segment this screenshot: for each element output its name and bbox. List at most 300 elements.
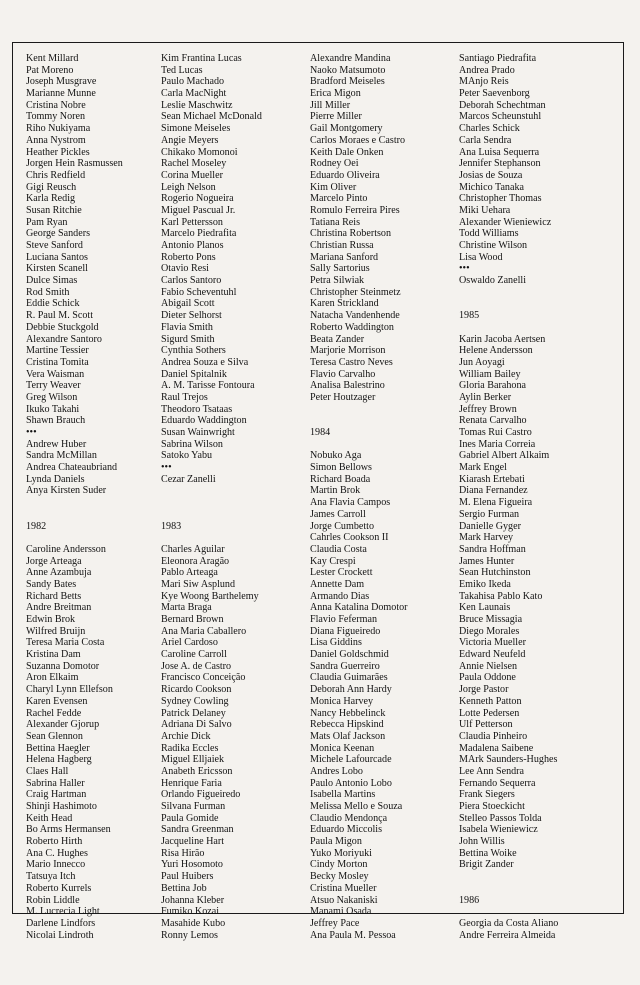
name-entry: Bo Arms Hermansen	[26, 824, 111, 836]
name-entry: Monica Keenan	[310, 742, 375, 754]
name-entry: Charles Schick	[459, 123, 520, 135]
name-entry: Darlene Lindfors	[26, 917, 96, 929]
name-entry: Edwin Brok	[26, 614, 76, 625]
name-entry: Sandra Greenman	[161, 824, 234, 836]
name-entry: Masahide Kubo	[161, 917, 226, 929]
name-entry: Cristina Mueller	[310, 882, 377, 894]
name-entry: Charyl Lynn Ellefson	[26, 684, 113, 696]
name-column-1	[26, 53, 176, 941]
name-entry: Ulf Petterson	[459, 719, 513, 731]
name-entry: Pat Moreno	[26, 64, 74, 76]
name-entry: Sandy Bates	[26, 578, 77, 590]
name-entry: Miki Uehara	[459, 204, 511, 216]
name-entry: Orlando Figueiredo	[161, 789, 241, 801]
name-entry: Annette Dam	[310, 578, 365, 590]
name-entry: Sandra Hoffman	[459, 543, 526, 555]
blank-line	[459, 871, 629, 883]
name-entry: Cynthia Sothers	[161, 345, 226, 357]
name-entry: Natacha Vandenhende	[310, 310, 400, 322]
name-entry: Abigail Scott	[161, 298, 215, 310]
name-entry: Josias de Souza	[459, 169, 523, 181]
name-entry: Claudia Pinheiro	[459, 730, 528, 742]
name-entry: Rodney Oei	[310, 158, 359, 170]
name-column-4	[459, 53, 629, 941]
name-entry: Gloria Barahona	[459, 380, 526, 392]
blank-line	[459, 298, 629, 310]
name-entry: Ariel Cardoso	[161, 637, 218, 649]
name-entry: Robin Liddle	[26, 894, 80, 906]
name-entry: Jacqueline Hart	[161, 836, 225, 848]
name-entry: Karla Redig	[26, 193, 76, 205]
name-entry: Martine Tessier	[26, 345, 89, 357]
name-entry: Risa Hirão	[161, 847, 205, 859]
name-entry: George Sanders	[26, 228, 91, 240]
name-entry: Ines Maria Correia	[459, 438, 536, 450]
name-entry: Kiarash Ertebati	[459, 473, 525, 485]
name-entry: Richard Betts	[26, 590, 82, 602]
name-entry: Georgia da Costa Aliano	[459, 917, 559, 929]
name-entry: Jeffrey Brown	[459, 403, 517, 415]
name-entry: A. M. Tarisse Fontoura	[161, 380, 255, 392]
name-entry: Mats Olaf Jackson	[310, 730, 386, 742]
name-entry: Kim Oliver	[310, 181, 357, 193]
name-entry: Eduardo Miccolis	[310, 824, 383, 836]
blank-line	[310, 415, 460, 427]
blank-line	[26, 532, 176, 544]
name-entry: Edward Neufeld	[459, 649, 526, 661]
name-entry: Jorge Cumbetto	[310, 520, 375, 532]
name-entry: Johanna Kleber	[161, 894, 225, 906]
name-entry: Deborah Schechtman	[459, 99, 546, 111]
name-entry: Flavia Smith	[161, 321, 213, 333]
name-entry: Caroline Andersson	[26, 543, 106, 555]
name-entry: Marjorie Morrison	[310, 345, 386, 357]
name-entry: Mark Harvey	[459, 532, 514, 544]
name-entry: Radika Eccles	[161, 742, 219, 754]
name-entry: Nobuko Aga	[310, 450, 362, 462]
name-entry: Sabrina Haller	[26, 777, 85, 789]
name-entry: Diana Fernandez	[459, 485, 528, 497]
name-entry: Rebecca Hipskind	[310, 719, 384, 731]
name-entry: Diana Figueiredo	[310, 625, 381, 637]
blank-line	[26, 509, 176, 521]
name-entry: Simon Bellows	[310, 462, 372, 474]
name-entry: Christine Wilson	[459, 240, 528, 251]
name-entry: Andrea Prado	[459, 64, 515, 76]
name-entry: Roberto Hirth	[26, 836, 83, 848]
name-entry: Lisa Giddins	[310, 637, 362, 649]
name-entry: Carla MacNight	[161, 88, 227, 100]
name-entry: Mark Engel	[459, 462, 507, 474]
name-entry: Karl Pettersson	[161, 216, 223, 228]
ellipsis-marker: •••	[459, 263, 470, 275]
name-entry: Shawn Brauch	[26, 415, 86, 427]
name-entry: Madalena Saibene	[459, 742, 534, 754]
name-entry: Christopher Steinmetz	[310, 286, 401, 298]
name-entry: Erica Migon	[310, 88, 361, 100]
name-entry: Bettina Job	[161, 882, 207, 894]
name-entry: Atsuo Nakaniski	[310, 894, 378, 906]
name-entry: Suzanna Domotor	[26, 660, 100, 672]
name-entry: Pierre Miller	[310, 111, 362, 123]
name-entry: Sean Glennon	[26, 730, 83, 742]
name-entry: Keith Dale Onken	[310, 146, 384, 158]
name-entry: Paula Gomide	[161, 812, 219, 824]
name-entry: Claudio Mendonça	[310, 812, 388, 824]
name-entry: Stelleo Passos Tolda	[459, 812, 542, 824]
name-entry: Rachel Fedde	[26, 707, 82, 719]
name-entry: Andre Ferreira Almeida	[459, 929, 556, 941]
name-entry: Piera Stoeckicht	[459, 801, 525, 812]
name-entry: Alexandre Santoro	[26, 333, 102, 345]
name-entry: Annie Nielsen	[459, 660, 518, 672]
name-entry: Carlos Moraes e Castro	[310, 134, 406, 146]
name-entry: Analisa Balestrino	[310, 380, 385, 392]
name-entry: Isabella Martins	[310, 789, 376, 801]
name-entry: Raul Trejos	[161, 391, 208, 403]
name-entry: Oswaldo Zanelli	[459, 275, 526, 287]
name-entry: Ted Lucas	[161, 64, 203, 76]
name-entry: Armando Dias	[310, 590, 370, 602]
blank-line	[459, 883, 629, 895]
name-entry: Bradford Meiseles	[310, 76, 385, 88]
name-entry: Jun Aoyagi	[459, 356, 505, 368]
name-entry: Sigurd Smith	[161, 333, 215, 345]
name-entry: Alexander Wieniewicz	[459, 216, 552, 228]
name-entry: Kim Frantina Lucas	[161, 53, 242, 64]
name-entry: Emiko Ikeda	[459, 578, 511, 590]
name-entry: Sandra Guerreiro	[310, 660, 380, 672]
name-entry: Eduardo Waddington	[161, 415, 247, 427]
name-entry: Carlos Santoro	[161, 275, 222, 287]
blank-line	[161, 485, 311, 497]
name-entry: Kenneth Patton	[459, 695, 522, 707]
name-entry: Ken Launais	[459, 602, 511, 614]
name-entry: Jill Miller	[310, 99, 351, 111]
name-entry: Ikuko Takahi	[26, 403, 80, 415]
name-entry: Claudia Costa	[310, 543, 367, 555]
name-entry: Debbie Stuckgold	[26, 321, 99, 333]
name-entry: Antonio Planos	[161, 240, 224, 251]
name-entry: Keith Head	[26, 812, 73, 824]
name-entry: Daniel Goldschmid	[310, 649, 389, 661]
name-entry: Sabrina Wilson	[161, 438, 223, 450]
name-entry: Yuri Hosomoto	[161, 859, 223, 871]
name-entry: Heather Pickles	[26, 146, 90, 158]
name-entry: Lotte Pedersen	[459, 707, 520, 719]
name-entry: Kent Millard	[26, 53, 79, 64]
name-entry: Dieter Selhorst	[161, 310, 222, 322]
name-entry: Sean Hutchinston	[459, 567, 531, 579]
name-entry: Marcos Scheunstuhl	[459, 111, 542, 123]
name-entry: MAnjo Reis	[459, 76, 509, 88]
name-entry: Pam Ryan	[26, 216, 68, 228]
name-entry: Paul Huibers	[161, 871, 214, 883]
name-entry: Fumiko Kozai	[161, 906, 220, 918]
name-entry: Tatiana Reis	[310, 216, 361, 228]
name-entry: Tatsuya Itch	[26, 871, 76, 883]
year-heading: 1982	[26, 520, 47, 532]
name-entry: Mario Innecco	[26, 859, 86, 871]
name-entry: Peter Saevenborg	[459, 88, 530, 100]
name-entry: Sergio Furman	[459, 508, 520, 520]
name-entry: Danielle Gyger	[459, 520, 521, 532]
name-entry: Romulo Ferreira Pires	[310, 204, 400, 216]
name-entry: Bernard Brown	[161, 614, 224, 625]
name-entry: Terry Weaver	[26, 380, 81, 392]
name-entry: Daniel Spitalnik	[161, 368, 227, 380]
name-entry: Marcelo Pinto	[310, 193, 368, 205]
name-entry: Naoko Matsumoto	[310, 64, 386, 76]
name-entry: Roberto Waddington	[310, 321, 394, 333]
name-entry: Bettina Haegler	[26, 742, 90, 754]
name-entry: MArk Saunders-Hughes	[459, 754, 558, 766]
name-entry: Sydney Cowling	[161, 695, 229, 707]
name-entry: Nicolai Lindroth	[26, 929, 94, 941]
name-entry: Ana Maria Caballero	[161, 625, 247, 637]
name-entry: Jorgen Hein Rasmussen	[26, 158, 123, 170]
name-entry: Teresa Castro Neves	[310, 356, 393, 368]
name-entry: R. Paul M. Scott	[26, 310, 94, 322]
name-column-3	[310, 53, 460, 941]
name-entry: Simone Meiseles	[161, 123, 231, 135]
name-entry: Nancy Hebbelinck	[310, 707, 386, 719]
ellipsis-marker: •••	[161, 462, 172, 474]
name-entry: Kirsten Scanell	[26, 263, 88, 275]
name-entry: Karin Jacoba Aertsen	[459, 333, 546, 345]
name-entry: Dulce Simas	[26, 275, 78, 287]
blank-line	[459, 287, 629, 299]
name-entry: Claes Hall	[26, 765, 69, 777]
blank-line	[310, 404, 460, 416]
name-entry: Manami Osada	[310, 906, 372, 918]
name-entry: Deborah Ann Hardy	[310, 684, 392, 696]
name-entry: Jennifer Stephanson	[459, 158, 541, 170]
name-entry: Paulo Antonio Lobo	[310, 777, 392, 789]
year-heading: 1983	[161, 520, 182, 532]
name-entry: Shinji Hashimoto	[26, 801, 97, 812]
name-entry: Henrique Faria	[161, 777, 222, 789]
name-entry: John Willis	[459, 836, 505, 848]
name-entry: Andre Breitman	[26, 602, 92, 614]
name-entry: Andrea Souza e Silva	[161, 356, 249, 368]
name-entry: Lester Crockett	[310, 567, 373, 579]
name-entry: Tomas Rui Castro	[459, 427, 532, 438]
name-entry: Chris Redfield	[26, 169, 86, 181]
name-entry: Cristina Nobre	[26, 99, 86, 111]
name-entry: Adriana Di Salvo	[161, 719, 232, 731]
name-entry: William Bailey	[459, 368, 521, 380]
name-entry: Monica Harvey	[310, 695, 374, 707]
name-entry: Karen Strickland	[310, 298, 379, 310]
name-entry: Andrea Chateaubriand	[26, 462, 118, 474]
name-entry: Ricardo Cookson	[161, 684, 232, 696]
name-entry: Charles Aguilar	[161, 543, 225, 555]
name-entry: Leigh Nelson	[161, 181, 216, 193]
name-entry: Paula Migon	[310, 836, 362, 848]
name-entry: Cahrles Cookson II	[310, 532, 389, 544]
name-entry: Anna Nystrom	[26, 134, 86, 146]
name-entry: Leslie Maschwitz	[161, 99, 233, 111]
name-entry: Bruce Missagia	[459, 614, 523, 625]
name-entry: Kay Crespi	[310, 555, 356, 567]
name-entry: Andres Lobo	[310, 765, 363, 777]
name-entry: Victoria Mueller	[459, 637, 526, 649]
blank-line	[161, 532, 311, 544]
name-entry: Joseph Musgrave	[26, 76, 97, 88]
name-entry: Chikako Momonoi	[161, 146, 238, 158]
name-entry: Marcelo Piedrafita	[161, 228, 237, 240]
name-entry: Archie Dick	[161, 730, 211, 742]
blank-line	[459, 906, 629, 918]
name-entry: Andrew Huber	[26, 438, 87, 450]
name-entry: Wilfred Bruijn	[26, 625, 86, 637]
name-column-2	[161, 53, 311, 941]
name-entry: Cindy Morton	[310, 859, 368, 871]
name-entry: Sean Michael McDonald	[161, 111, 262, 123]
name-entry: Jose A. de Castro	[161, 660, 232, 672]
name-entry: Cezar Zanelli	[161, 473, 216, 485]
name-entry: Ana C. Hughes	[26, 847, 88, 859]
name-entry: Angie Meyers	[161, 134, 219, 146]
name-entry: Teresa Maria Costa	[26, 637, 105, 649]
name-entry: Anya Kirsten Suder	[26, 485, 107, 497]
name-entry: Christina Robertson	[310, 228, 392, 240]
name-entry: Miguel Pascual Jr.	[161, 204, 236, 216]
name-entry: Corina Mueller	[161, 169, 223, 181]
name-entry: Helene Andersson	[459, 345, 533, 357]
name-entry: Lynda Daniels	[26, 473, 85, 485]
name-entry: Ana Luisa Sequerra	[459, 146, 540, 158]
name-entry: Aron Elkaim	[26, 672, 79, 684]
blank-line	[310, 439, 460, 451]
name-entry: Rachel Moseley	[161, 158, 227, 170]
name-entry: Lee Ann Sendra	[459, 765, 525, 777]
name-entry: Michico Tanaka	[459, 181, 524, 193]
name-entry: Flavio Carvalho	[310, 368, 376, 380]
ellipsis-marker: •••	[26, 427, 37, 438]
name-entry: Marianne Munne	[26, 88, 96, 100]
blank-line	[161, 497, 311, 509]
name-entry: Kye Woong Barthelemy	[161, 590, 259, 602]
name-entry: Paulo Machado	[161, 76, 225, 88]
name-entry: Anne Azambuja	[26, 567, 92, 579]
name-entry: Anabeth Ericsson	[161, 765, 233, 777]
name-entry: Eduardo Oliveira	[310, 169, 380, 181]
name-entry: Alexandre Mandina	[310, 53, 391, 64]
name-entry: Eleonora Aragão	[161, 555, 230, 567]
name-entry: Jeffrey Pace	[310, 917, 360, 929]
name-entry: Flavio Feferman	[310, 614, 377, 625]
name-entry: Fabio Scheventuhl	[161, 286, 237, 298]
name-entry: James Hunter	[459, 555, 515, 567]
name-entry: Todd Williams	[459, 228, 519, 240]
name-entry: Aylin Berker	[459, 391, 512, 403]
name-entry: Diego Morales	[459, 625, 520, 637]
name-entry: Sandra McMillan	[26, 450, 97, 462]
name-entry: Miguel Elljaiek	[161, 754, 225, 766]
name-entry: Fernando Sequerra	[459, 777, 536, 789]
name-entry: Ana Flavia Campos	[310, 497, 391, 509]
name-entry: Susan Wainwright	[161, 427, 235, 438]
name-entry: James Carroll	[310, 508, 366, 520]
name-entry: Kristina Dam	[26, 649, 81, 661]
name-entry: Frank Siegers	[459, 789, 515, 801]
name-entry: Luciana Santos	[26, 251, 88, 263]
name-entry: Yuko Moriyuki	[310, 847, 372, 859]
name-entry: Takahisa Pablo Kato	[459, 590, 543, 602]
name-entry: Isabela Wieniewicz	[459, 824, 538, 836]
name-entry: Susan Ritchie	[26, 204, 82, 216]
name-entry: Helena Hagberg	[26, 754, 92, 766]
name-entry: M. Elena Figueira	[459, 497, 533, 509]
name-entry: Rogerio Nogueira	[161, 193, 234, 205]
name-entry: Bettina Woike	[459, 847, 517, 859]
name-entry: Cristina Tomita	[26, 356, 89, 368]
blank-line	[26, 497, 176, 509]
name-entry: Ronny Lemos	[161, 929, 218, 941]
name-entry: Roberto Kurrels	[26, 882, 92, 894]
blank-line	[161, 509, 311, 521]
name-entry: Martin Brok	[310, 485, 361, 497]
name-entry: Beata Zander	[310, 333, 365, 345]
name-entry: Satoko Yabu	[161, 450, 213, 462]
name-entry: Mariana Sanford	[310, 251, 379, 263]
name-entry: Gail Montgomery	[310, 123, 383, 135]
name-entry: Vera Waisman	[26, 368, 85, 380]
name-entry: M. Lucrecia Light	[26, 906, 100, 918]
name-entry: Michele Lafourcade	[310, 754, 392, 766]
name-entry: Ana Paula M. Pessoa	[310, 929, 396, 941]
name-entry: Alexander Gjorup	[26, 719, 100, 731]
name-entry: Claudia Guimarães	[310, 672, 388, 684]
name-entry: Craig Hartman	[26, 789, 87, 801]
name-entry: Steve Sanford	[26, 240, 83, 251]
year-heading: 1986	[459, 894, 480, 906]
name-entry: Gigi Reusch	[26, 181, 77, 193]
name-entry: Carla Sendra	[459, 134, 512, 146]
name-entry: Jorge Arteaga	[26, 555, 82, 567]
name-entry: Pablo Arteaga	[161, 567, 218, 579]
name-entry: Tommy Noren	[26, 111, 86, 123]
name-entry: Becky Mosley	[310, 871, 369, 883]
name-entry: Petra Silwiak	[310, 275, 365, 287]
year-heading: 1985	[459, 310, 480, 322]
name-entry: Eddie Schick	[26, 298, 80, 310]
name-entry: Otavio Resi	[161, 263, 209, 275]
year-heading: 1984	[310, 427, 331, 438]
name-entry: Roberto Pons	[161, 251, 216, 263]
name-entry: Caroline Carroll	[161, 649, 227, 661]
name-entry: Anna Katalina Domotor	[310, 602, 408, 614]
name-entry: Mari Siw Asplund	[161, 578, 236, 590]
name-entry: Sally Sartorius	[310, 263, 370, 275]
name-entry: Richard Boada	[310, 473, 371, 485]
name-entry: Melissa Mello e Souza	[310, 801, 403, 812]
name-entry: Theodoro Tsataas	[161, 403, 233, 415]
name-entry: Francisco Conceição	[161, 672, 246, 684]
name-entry: Christopher Thomas	[459, 193, 542, 205]
name-entry: Lisa Wood	[459, 251, 503, 263]
name-entry: Paula Oddone	[459, 672, 516, 684]
name-entry: Patrick Delaney	[161, 707, 226, 719]
name-entry: Santiago Piedrafita	[459, 53, 537, 64]
name-entry: Riho Nukiyama	[26, 123, 91, 135]
name-entry: Christian Russa	[310, 240, 374, 251]
blank-line	[459, 322, 629, 334]
name-entry: Jorge Pastor	[459, 684, 509, 696]
name-entry: Marta Braga	[161, 602, 212, 614]
